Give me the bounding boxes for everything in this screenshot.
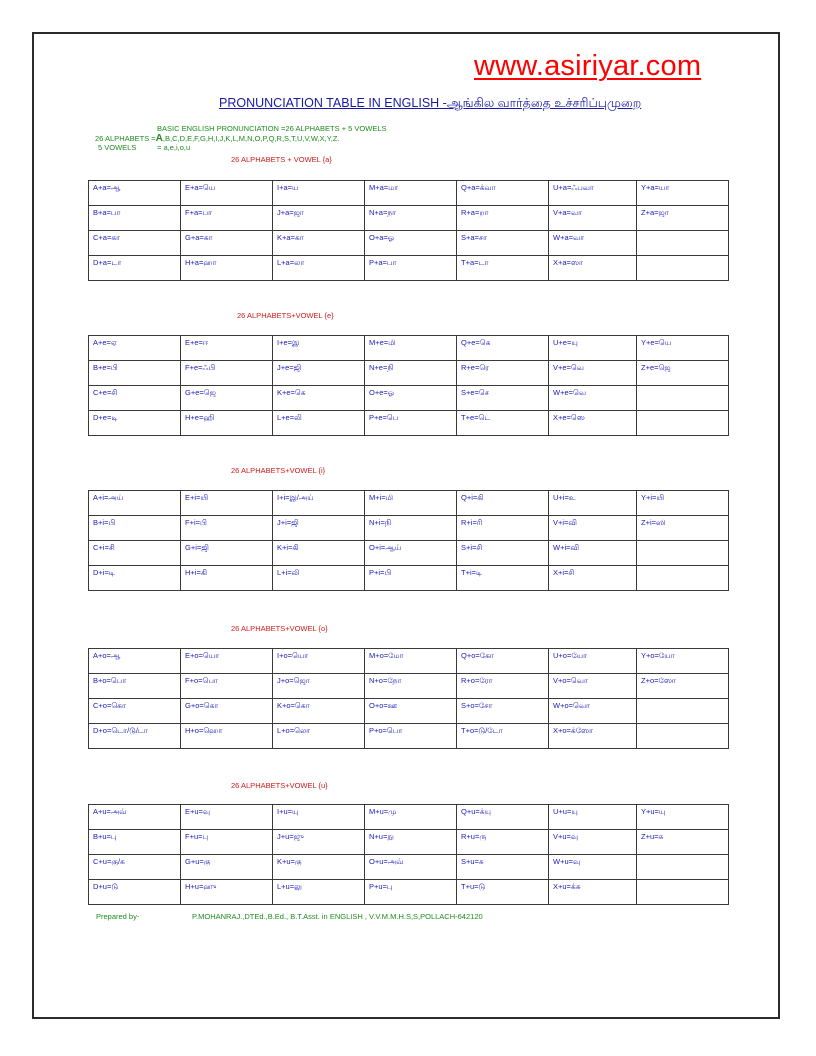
table-cell: I+e=இ	[273, 336, 365, 361]
table-cell: D+e=டி	[89, 411, 181, 436]
table-cell: G+e=ஜெ	[181, 386, 273, 411]
table-cell	[637, 699, 729, 724]
table-cell: L+o=லொ	[273, 724, 365, 749]
table-cell: Y+i=யி	[637, 491, 729, 516]
table-cell: M+e=மி	[365, 336, 457, 361]
alphabets-rest: ,B,C,D,E,F,G,H,I,J,K,L,M,N,O,P,Q,R,S,T,U,V,W,X,Y,Z.	[162, 134, 340, 143]
table-cell: A+o=ஆ	[89, 649, 181, 674]
page-title: PRONUNCIATION TABLE IN ENGLISH -ஆங்கில வார்த்தை உச்சரிப்புமுறை	[219, 96, 642, 110]
table-row	[89, 256, 729, 281]
table-cell: X+u=க்சு	[549, 880, 637, 905]
table-cell: V+o=வொ	[549, 674, 637, 699]
section-heading-a: 26 ALPHABETS + VOWEL {a}	[231, 155, 332, 164]
table-cell: A+e=ஏ	[89, 336, 181, 361]
table-cell: X+e=ஸெ	[549, 411, 637, 436]
table-cell: U+i=உ	[549, 491, 637, 516]
pronunciation-table-u	[88, 804, 729, 905]
table-cell: X+i=சி	[549, 566, 637, 591]
table-cell: V+u=வு	[549, 830, 637, 855]
table-cell: V+i=வி	[549, 516, 637, 541]
pronunciation-table-o	[88, 648, 729, 749]
table-cell	[637, 566, 729, 591]
table-cell: M+u=மு	[365, 805, 457, 830]
table-cell: C+i=சி	[89, 541, 181, 566]
table-cell: S+o=சோ	[457, 699, 549, 724]
table-cell: M+i=மி	[365, 491, 457, 516]
table-row	[89, 805, 729, 830]
table-cell: A+i=அய்	[89, 491, 181, 516]
website-link[interactable]: www.asiriyar.com	[474, 50, 702, 82]
table-cell: L+i=லி	[273, 566, 365, 591]
table-row	[89, 699, 729, 724]
table-cell: L+e=லி	[273, 411, 365, 436]
table-cell: T+a=டா	[457, 256, 549, 281]
table-cell: U+u=யு	[549, 805, 637, 830]
table-cell: O+o=ஊ	[365, 699, 457, 724]
table-cell: H+i=கி	[181, 566, 273, 591]
table-cell: P+a=பா	[365, 256, 457, 281]
table-cell: C+e=சி	[89, 386, 181, 411]
table-cell: K+e=கெ	[273, 386, 365, 411]
table-row	[89, 674, 729, 699]
table-cell: I+i=இ/அய்	[273, 491, 365, 516]
table-cell: E+i=யி	[181, 491, 273, 516]
table-cell	[637, 231, 729, 256]
table-cell: C+o=கொ	[89, 699, 181, 724]
table-cell: H+a=ஹா	[181, 256, 273, 281]
table-cell: G+o=கொ	[181, 699, 273, 724]
table-cell: E+a=யெ	[181, 181, 273, 206]
table-cell: L+a=லா	[273, 256, 365, 281]
table-cell: A+u=அவ்	[89, 805, 181, 830]
table-cell: L+u=லு	[273, 880, 365, 905]
table-cell: N+e=நி	[365, 361, 457, 386]
table-row	[89, 491, 729, 516]
table-cell: Q+u=க்யு	[457, 805, 549, 830]
section-heading-o: 26 ALPHABETS+VOWEL {o}	[231, 624, 328, 633]
table-cell: D+o=டொ/டு/டா	[89, 724, 181, 749]
section-heading-u: 26 ALPHABETS+VOWEL {u}	[231, 781, 328, 790]
table-row	[89, 649, 729, 674]
table-cell: I+o=யொ	[273, 649, 365, 674]
table-cell: H+o=ஹொ	[181, 724, 273, 749]
table-cell	[637, 724, 729, 749]
table-row	[89, 386, 729, 411]
table-row	[89, 361, 729, 386]
table-cell: G+i=ஜி	[181, 541, 273, 566]
table-cell: J+o=ஜொ	[273, 674, 365, 699]
table-cell: B+u=பு	[89, 830, 181, 855]
table-cell: W+u=வு	[549, 855, 637, 880]
table-cell: T+i=டி	[457, 566, 549, 591]
table-cell: R+i=ரி	[457, 516, 549, 541]
table-cell: N+i=நி	[365, 516, 457, 541]
table-cell: D+i=டி	[89, 566, 181, 591]
table-cell: R+e=ரெ	[457, 361, 549, 386]
vowels-value: = a,e,i,o,u	[157, 143, 191, 152]
table-cell: B+i=பி	[89, 516, 181, 541]
table-cell: T+o=டு/டோ	[457, 724, 549, 749]
section-heading-i: 26 ALPHABETS+VOWEL {i}	[231, 466, 326, 475]
table-cell: V+a=வா	[549, 206, 637, 231]
table-cell: S+i=சி	[457, 541, 549, 566]
table-cell: W+i=வி	[549, 541, 637, 566]
table-cell: N+u=நு	[365, 830, 457, 855]
table-cell: X+o=க்ஸோ	[549, 724, 637, 749]
table-cell: N+a=நா	[365, 206, 457, 231]
table-cell	[637, 411, 729, 436]
table-cell: U+e=யு	[549, 336, 637, 361]
table-cell: C+u=கு/க	[89, 855, 181, 880]
table-cell: J+e=ஜி	[273, 361, 365, 386]
table-cell: Q+a=க்வா	[457, 181, 549, 206]
table-cell: Q+e=கெ	[457, 336, 549, 361]
table-cell	[637, 855, 729, 880]
table-row	[89, 181, 729, 206]
table-cell: U+a=ஃபவா	[549, 181, 637, 206]
table-cell: W+a=வா	[549, 231, 637, 256]
table-cell: B+o=பொ	[89, 674, 181, 699]
table-cell: S+e=செ	[457, 386, 549, 411]
table-cell: E+o=யொ	[181, 649, 273, 674]
table-cell: D+u=டு	[89, 880, 181, 905]
table-cell: Q+o=கோ	[457, 649, 549, 674]
table-cell: Y+o=யோ	[637, 649, 729, 674]
table-cell: J+u=ஜு	[273, 830, 365, 855]
pronunciation-table-e	[88, 335, 729, 436]
table-row	[89, 541, 729, 566]
author-credit: P.MOHANRAJ.,DTEd.,B.Ed., B.T.Asst. in ENGLISH , V.V.M.M.H.S,S,POLLACH-642120	[192, 912, 483, 921]
table-cell: M+o=மோ	[365, 649, 457, 674]
table-cell: C+a=கா	[89, 231, 181, 256]
table-row	[89, 880, 729, 905]
table-cell: P+e=பெ	[365, 411, 457, 436]
table-cell: H+u=ஹு	[181, 880, 273, 905]
table-cell: Q+i=கி	[457, 491, 549, 516]
table-cell: T+e=டெ	[457, 411, 549, 436]
table-row	[89, 336, 729, 361]
table-cell: A+a=ஆ	[89, 181, 181, 206]
table-cell: E+u=வு	[181, 805, 273, 830]
table-cell: K+i=கி	[273, 541, 365, 566]
table-cell: F+a=பா	[181, 206, 273, 231]
table-cell: K+u=கு	[273, 855, 365, 880]
table-row	[89, 231, 729, 256]
table-cell: O+u=அவ்	[365, 855, 457, 880]
table-cell: O+i=ஆய்	[365, 541, 457, 566]
table-cell: D+a=டா	[89, 256, 181, 281]
prepared-by-label: Prepared by-	[96, 912, 140, 921]
table-cell: I+u=யு	[273, 805, 365, 830]
alphabets-label: 26 ALPHABETS =	[95, 134, 156, 143]
table-cell: Z+o=ஸோ	[637, 674, 729, 699]
table-cell: U+o=யோ	[549, 649, 637, 674]
table-cell: F+i=பி	[181, 516, 273, 541]
table-cell: Y+e=யெ	[637, 336, 729, 361]
table-cell: P+u=பு	[365, 880, 457, 905]
table-cell: G+a=கா	[181, 231, 273, 256]
table-cell: Y+a=யா	[637, 181, 729, 206]
table-cell: W+e=வெ	[549, 386, 637, 411]
table-cell	[637, 386, 729, 411]
table-cell: B+a=பா	[89, 206, 181, 231]
table-cell: F+o=பொ	[181, 674, 273, 699]
table-cell: R+u=ரு	[457, 830, 549, 855]
table-cell: R+a=றா	[457, 206, 549, 231]
table-cell: J+i=ஜி	[273, 516, 365, 541]
table-cell: V+e=வெ	[549, 361, 637, 386]
basic-pronunciation-line: BASIC ENGLISH PRONUNCIATION =26 ALPHABETS + 5 VOWELS	[157, 124, 387, 133]
table-cell: G+u=கு	[181, 855, 273, 880]
section-heading-e: 26 ALPHABETS+VOWEL {e}	[237, 311, 334, 320]
table-cell: E+e=ஈ	[181, 336, 273, 361]
table-cell: Z+u=சு	[637, 830, 729, 855]
table-cell: H+e=ஹி	[181, 411, 273, 436]
table-cell	[637, 880, 729, 905]
table-cell: Z+a=ஜா	[637, 206, 729, 231]
table-cell: J+a=ஜா	[273, 206, 365, 231]
table-cell	[637, 256, 729, 281]
table-cell: R+o=ரோ	[457, 674, 549, 699]
table-cell: Z+i=ஸி	[637, 516, 729, 541]
vowels-label: 5 VOWELS	[98, 143, 137, 152]
table-cell: O+a=ஓ	[365, 231, 457, 256]
pronunciation-table-a	[88, 180, 729, 281]
table-cell: T+u=டு	[457, 880, 549, 905]
table-cell: S+a=சா	[457, 231, 549, 256]
table-cell: F+u=பு	[181, 830, 273, 855]
table-cell	[637, 541, 729, 566]
table-cell: B+e=பி	[89, 361, 181, 386]
table-cell: F+e=ஃபி	[181, 361, 273, 386]
table-row	[89, 724, 729, 749]
table-cell: Y+u=யு	[637, 805, 729, 830]
table-row	[89, 516, 729, 541]
table-cell: P+i=பி	[365, 566, 457, 591]
table-row	[89, 830, 729, 855]
table-cell: K+a=கா	[273, 231, 365, 256]
table-cell: S+u=சு	[457, 855, 549, 880]
table-cell: Z+e=ஜெ	[637, 361, 729, 386]
table-cell: M+a=மா	[365, 181, 457, 206]
pronunciation-table-i	[88, 490, 729, 591]
table-cell: X+a=ஸா	[549, 256, 637, 281]
table-row	[89, 411, 729, 436]
table-cell: I+a=ய	[273, 181, 365, 206]
table-cell: O+e=ஓ	[365, 386, 457, 411]
table-cell: W+o=வொ	[549, 699, 637, 724]
table-cell: K+o=கொ	[273, 699, 365, 724]
table-cell: N+o=நோ	[365, 674, 457, 699]
table-row	[89, 855, 729, 880]
table-row	[89, 206, 729, 231]
table-row	[89, 566, 729, 591]
alphabets-first: A	[155, 133, 163, 144]
table-cell: P+o=பொ	[365, 724, 457, 749]
